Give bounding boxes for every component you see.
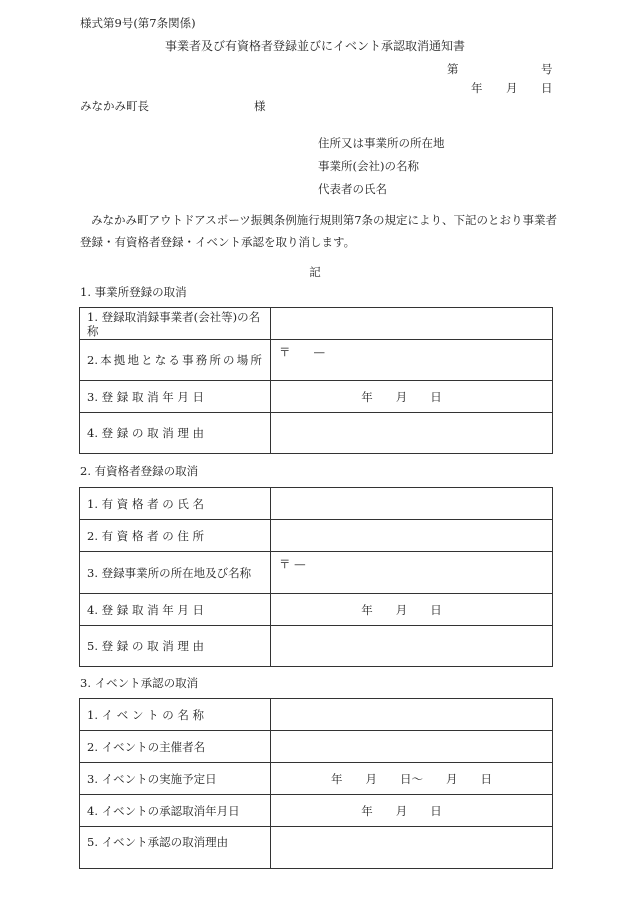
date-range-text: 年 月 日〜 月 日 [331, 771, 492, 786]
postal-code-mark: 〒 — [279, 557, 306, 571]
row-label: 3. 登録事業所の所在地及び名称 [80, 552, 271, 594]
section3-table [79, 698, 553, 869]
sender-address-label: 住所又は事業所の所在地 [318, 136, 445, 150]
spread-label: 2. 本 拠 地 と な る 事 務 所 の 場 所 [87, 353, 262, 367]
table-row [80, 731, 553, 763]
row-value-field[interactable] [271, 520, 553, 552]
row-value-field[interactable] [271, 381, 553, 413]
table-row [80, 413, 553, 454]
row-value-field[interactable] [271, 731, 553, 763]
sender-rep-label: 代表者の氏名 [318, 182, 387, 196]
row-label: 4. 登 録 の 取 消 理 由 [80, 413, 271, 454]
row-label: 1. 有 資 格 者 の 氏 名 [80, 488, 271, 520]
row-value-field[interactable] [271, 626, 553, 667]
row-label: 5. 登 録 の 取 消 理 由 [80, 626, 271, 667]
table-row [80, 763, 553, 795]
row-label: 1. イ ベ ン ト の 名 称 [80, 699, 271, 731]
table-row [80, 699, 553, 731]
row-label: 4. 登 録 取 消 年 月 日 [80, 594, 271, 626]
doc-number-suffix: 号 [541, 62, 553, 76]
honorific: 様 [254, 99, 266, 113]
form-id: 様式第9号(第7条関係) [80, 16, 196, 30]
table-row [80, 626, 553, 667]
row-value-field[interactable] [271, 827, 553, 869]
row-value-field[interactable] [271, 699, 553, 731]
table-row [80, 552, 553, 594]
row-value-field[interactable] [271, 594, 553, 626]
table-row [80, 827, 553, 869]
table-row [80, 340, 553, 381]
section2-table [79, 487, 553, 667]
row-value-field[interactable] [271, 488, 553, 520]
section3-heading: 3. イベント承認の取消 [80, 676, 199, 690]
table-row [80, 795, 553, 827]
row-value-field[interactable] [271, 308, 553, 340]
row-value-field[interactable] [271, 340, 553, 381]
date-day-label: 日 [541, 81, 553, 95]
addressee: みなかみ町長 [80, 99, 149, 113]
row-label: 2. 有 資 格 者 の 住 所 [80, 520, 271, 552]
body-paragraph: みなかみ町アウトドアスポーツ振興条例施行規則第7条の規定により、下記のとおり事業者登録・有資格者登録・イベント承認を取り消します。 [80, 213, 558, 249]
row-label: 5. イベント承認の取消理由 [80, 827, 271, 869]
row-label: 3. イベントの実施予定日 [80, 763, 271, 795]
table-row [80, 488, 553, 520]
section2-heading: 2. 有資格者登録の取消 [80, 464, 199, 478]
row-value-field[interactable] [271, 552, 553, 594]
row-label: 1. 登録取消録事業者(会社等)の名称 [80, 308, 271, 340]
row-label [80, 340, 271, 381]
table-row [80, 594, 553, 626]
sender-name-label: 事業所(会社)の名称 [318, 159, 419, 173]
postal-code-mark: 〒 — [279, 345, 325, 359]
date-year-label: 年 [471, 81, 483, 95]
row-value-field[interactable] [271, 763, 553, 795]
date-field-text: 年 月 日 [361, 602, 442, 617]
ki-marker: 記 [309, 265, 321, 279]
table-row [80, 308, 553, 340]
table-row [80, 381, 553, 413]
date-field-text: 年 月 日 [361, 803, 442, 818]
date-month-label: 月 [506, 81, 518, 95]
date-field-text: 年 月 日 [361, 389, 442, 404]
row-label: 2. イベントの主催者名 [80, 731, 271, 763]
doc-number-prefix: 第 [447, 62, 459, 76]
row-value-field[interactable] [271, 795, 553, 827]
document-title: 事業者及び有資格者登録並びにイベント承認取消通知書 [164, 39, 465, 53]
row-value-field[interactable] [271, 413, 553, 454]
table-row [80, 520, 553, 552]
section1-table [79, 307, 553, 454]
section1-heading: 1. 事業所登録の取消 [80, 285, 187, 299]
row-label: 4. イベントの承認取消年月日 [80, 795, 271, 827]
row-label: 3. 登 録 取 消 年 月 日 [80, 381, 271, 413]
